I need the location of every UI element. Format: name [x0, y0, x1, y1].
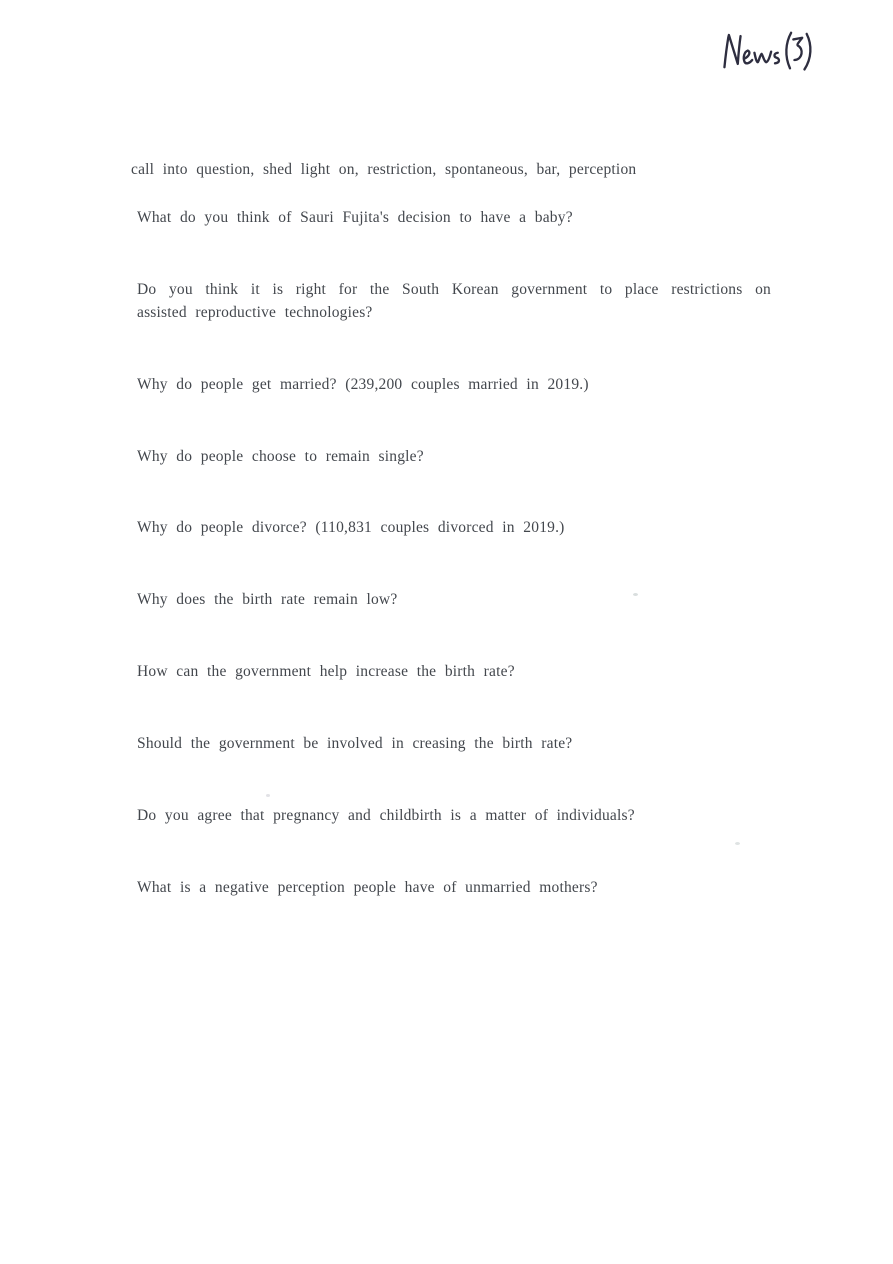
scan-speck [735, 842, 740, 845]
vocabulary-line: call into question, shed light on, restriction, spontaneous, bar, perception [131, 161, 637, 178]
discussion-question: What do you think of Sauri Fujita's decision to have a baby? [137, 209, 573, 226]
handwritten-news-label [720, 26, 820, 84]
scan-speck [266, 794, 270, 797]
discussion-question: Why does the birth rate remain low? [137, 591, 398, 608]
discussion-question: Do you think it is right for the South Korean government to place restrictions on assisted reproductive technologies? [137, 281, 771, 321]
scan-speck [633, 593, 638, 596]
handwriting-ink-icon [720, 26, 820, 84]
discussion-question: Should the government be involved in creasing the birth rate? [137, 735, 573, 752]
discussion-question: How can the government help increase the birth rate? [137, 663, 515, 680]
discussion-question: Why do people divorce? (110,831 couples divorced in 2019.) [137, 519, 565, 536]
discussion-question: Why do people get married? (239,200 couples married in 2019.) [137, 376, 589, 393]
discussion-question: What is a negative perception people have of unmarried mothers? [137, 879, 598, 896]
discussion-question: Why do people choose to remain single? [137, 448, 424, 465]
discussion-question: Do you agree that pregnancy and childbirth is a matter of individuals? [137, 807, 635, 824]
